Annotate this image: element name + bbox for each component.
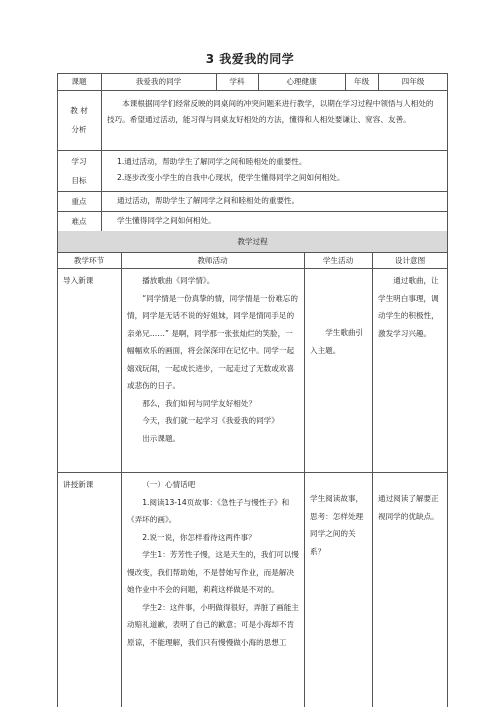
column-header: 设计意图 <box>394 255 426 265</box>
goals-list <box>101 150 448 191</box>
goal-item: 2.逐步改变小学生的自我中心现状，使学生懂得同学之间如何相处。 <box>117 173 345 182</box>
lesson-stage: 讲授新课 <box>63 480 94 489</box>
lesson-teacher: （一）心情话吧 1.阅读13-14页故事：《急性子与慢性子》和《弄坏的画》。 2.说一说，你怎样看待这两件事？ 学生1：芳芳性子慢，这是天生的，我们可以慢慢改变，我们帮助她，不是替她写作业，而是解决她作业中不会的问题，莉莉这样做是不对的。 学生2：这件事，小明做得很好，弄脏了画能主动赔礼道歉，表明了自己的歉意；可是小海却不肯原谅，不能理解，我们只有慢慢做小海的思想工 <box>127 480 299 647</box>
goal-item: 1.通过活动，帮助学生了解同学之间和睦相处的重要性。 <box>117 157 307 166</box>
course-value: 我爱我的同学 <box>135 77 182 86</box>
lesson-student: 学生阅读故事，思考：怎样处理同学之间的关系？ <box>310 494 364 556</box>
intro-teacher: 播放歌曲《同学情》。 “同学情是一份真挚的情，同学情是一份难忘的情，同学是无话不说的好姐妹，同学是情同手足的亲弟兄……” 是啊，同学那一张张灿烂的笑脸，一幅幅欢乐的画面，将会深深印在记忆中。同学一起嬉戏玩闹，一起成长进步，一起走过了无数或欢喜或悲伤的日子。 那么，我们如何与同学友好相处？ 今天，我们就一起学习《我爱我的同学》 出示课题。 <box>127 276 298 443</box>
intro-row <box>57 268 448 472</box>
difficulty-text: 学生懂得同学之间如何相处。 <box>117 216 216 225</box>
intro-intent: 通过歌曲，让学生明白事理，调动学生的积极性，激发学习兴趣。 <box>378 276 439 338</box>
intro-stage: 导入新课 <box>63 276 94 285</box>
difficulty-label: 难点 <box>71 216 87 226</box>
column-header: 教师活动 <box>197 255 228 265</box>
goals-label: 学习 目标 <box>71 156 87 185</box>
column-header: 教学环节 <box>73 255 105 265</box>
analysis-label: 教 材 分析 <box>70 106 88 134</box>
subject-label: 学科 <box>229 77 245 86</box>
process-header-row <box>57 231 448 252</box>
course-info-row <box>57 73 448 90</box>
analysis-text: 本课根据同学们经常反映的同桌间的冲突问题来进行教学，以期在学习过程中领悟与人相处的技巧。希望通过活动，能习得与同桌友好相处的方法，懂得和人相处要谦让、宽容、友善。 <box>107 99 434 124</box>
table-border-left <box>57 73 58 707</box>
column-header: 学生活动 <box>322 255 354 265</box>
difficulty-row <box>57 211 448 231</box>
keypoint-row <box>57 191 448 211</box>
lesson-intent: 通过阅读了解要正视同学的优缺点。 <box>378 494 439 521</box>
lesson-row <box>57 472 448 707</box>
column-header-row <box>57 252 448 268</box>
subject-value: 心理健康 <box>286 77 317 86</box>
keypoint-text: 通过活动，帮助学生了解同学之间和睦相处的重要性。 <box>117 196 300 205</box>
keypoint-label: 重点 <box>71 196 87 206</box>
goals-row <box>57 150 448 191</box>
grade-label: 年级 <box>353 77 370 86</box>
process-header: 教学过程 <box>237 237 268 246</box>
analysis-row <box>57 90 448 150</box>
document-title: 3 我爱我的同学 <box>205 52 295 66</box>
grade-value: 四年级 <box>401 77 425 86</box>
course-label: 课题 <box>71 77 87 86</box>
intro-student: 学生歌曲引入主题。 <box>310 328 364 355</box>
table-border-right <box>447 73 448 707</box>
